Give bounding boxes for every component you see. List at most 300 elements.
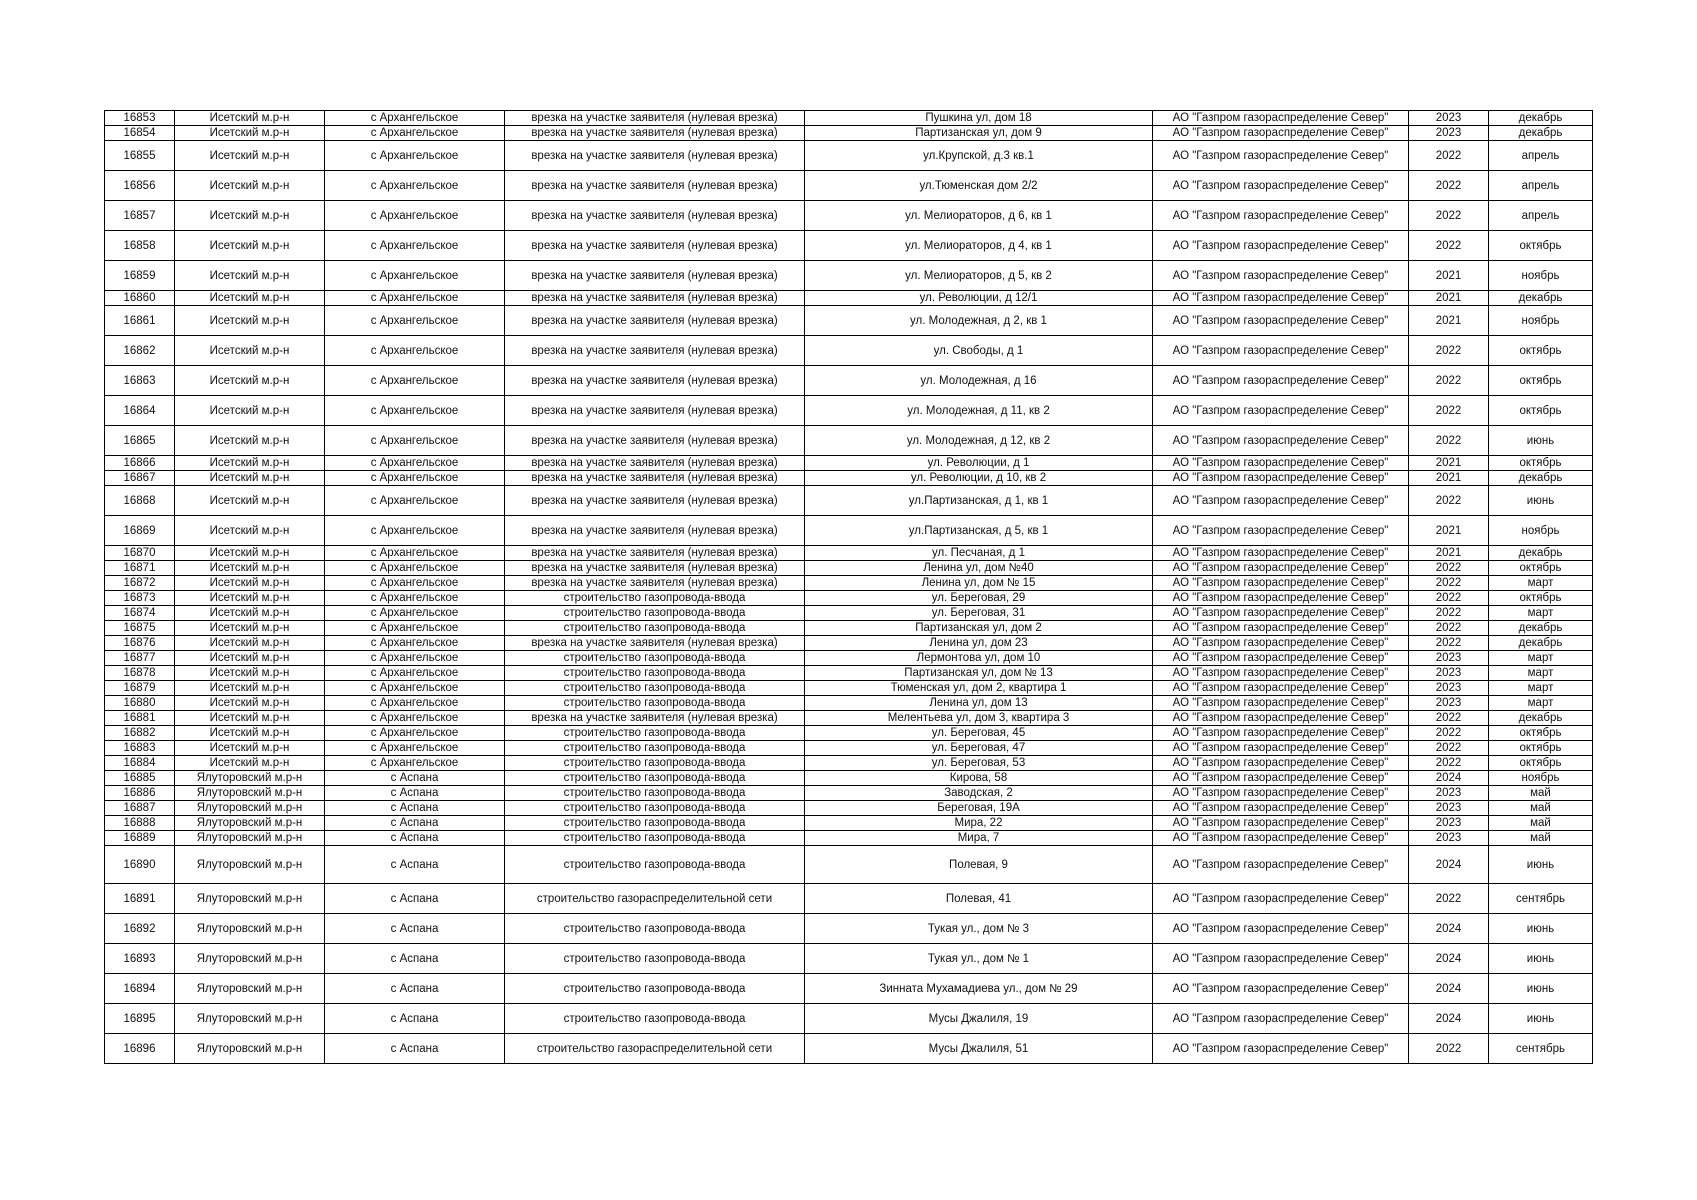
organization-cell: АО "Газпром газораспределение Север" xyxy=(1153,1004,1409,1034)
year-cell: 2021 xyxy=(1409,546,1489,561)
district-cell: Исетский м.р-н xyxy=(175,231,325,261)
year-cell: 2023 xyxy=(1409,816,1489,831)
settlement-cell: с Аспана xyxy=(325,771,505,786)
year-cell: 2024 xyxy=(1409,846,1489,884)
settlement-cell: с Аспана xyxy=(325,914,505,944)
work-type-cell: строительство газопровода-ввода xyxy=(505,816,805,831)
row-number-cell: 16864 xyxy=(105,396,175,426)
month-cell: март xyxy=(1489,681,1593,696)
month-cell: апрель xyxy=(1489,141,1593,171)
table-row xyxy=(105,711,1593,726)
month-cell: ноябрь xyxy=(1489,771,1593,786)
year-cell: 2023 xyxy=(1409,126,1489,141)
settlement-cell: с Архангельское xyxy=(325,141,505,171)
work-type-cell: врезка на участке заявителя (нулевая врезка) xyxy=(505,171,805,201)
address-cell: ул. Береговая, 53 xyxy=(805,756,1153,771)
district-cell: Исетский м.р-н xyxy=(175,516,325,546)
work-type-cell: строительство газопровода-ввода xyxy=(505,801,805,816)
settlement-cell: с Аспана xyxy=(325,944,505,974)
organization-cell: АО "Газпром газораспределение Север" xyxy=(1153,696,1409,711)
address-cell: ул. Мелиораторов, д 5, кв 2 xyxy=(805,261,1153,291)
work-type-cell: строительство газопровода-ввода xyxy=(505,846,805,884)
month-cell: май xyxy=(1489,816,1593,831)
district-cell: Ялуторовский м.р-н xyxy=(175,786,325,801)
work-type-cell: врезка на участке заявителя (нулевая врезка) xyxy=(505,231,805,261)
settlement-cell: с Архангельское xyxy=(325,711,505,726)
table-body xyxy=(105,111,1593,1064)
row-number-cell: 16895 xyxy=(105,1004,175,1034)
district-cell: Исетский м.р-н xyxy=(175,756,325,771)
table-row xyxy=(105,456,1593,471)
district-cell: Исетский м.р-н xyxy=(175,126,325,141)
table-row xyxy=(105,396,1593,426)
settlement-cell: с Архангельское xyxy=(325,261,505,291)
table-row xyxy=(105,561,1593,576)
settlement-cell: с Архангельское xyxy=(325,471,505,486)
address-cell: Полевая, 9 xyxy=(805,846,1153,884)
month-cell: декабрь xyxy=(1489,546,1593,561)
settlement-cell: с Архангельское xyxy=(325,396,505,426)
organization-cell: АО "Газпром газораспределение Север" xyxy=(1153,591,1409,606)
row-number-cell: 16879 xyxy=(105,681,175,696)
row-number-cell: 16856 xyxy=(105,171,175,201)
settlement-cell: с Архангельское xyxy=(325,171,505,201)
settlement-cell: с Аспана xyxy=(325,786,505,801)
row-number-cell: 16869 xyxy=(105,516,175,546)
address-cell: ул. Молодежная, д 12, кв 2 xyxy=(805,426,1153,456)
address-cell: ул. Мелиораторов, д 6, кв 1 xyxy=(805,201,1153,231)
month-cell: сентябрь xyxy=(1489,884,1593,914)
year-cell: 2021 xyxy=(1409,291,1489,306)
row-number-cell: 16883 xyxy=(105,741,175,756)
district-cell: Исетский м.р-н xyxy=(175,471,325,486)
district-cell: Исетский м.р-н xyxy=(175,396,325,426)
address-cell: ул. Береговая, 47 xyxy=(805,741,1153,756)
year-cell: 2024 xyxy=(1409,944,1489,974)
table-row xyxy=(105,846,1593,884)
month-cell: декабрь xyxy=(1489,126,1593,141)
table-row xyxy=(105,591,1593,606)
month-cell: декабрь xyxy=(1489,471,1593,486)
district-cell: Исетский м.р-н xyxy=(175,651,325,666)
year-cell: 2023 xyxy=(1409,786,1489,801)
address-cell: Заводская, 2 xyxy=(805,786,1153,801)
table-row xyxy=(105,126,1593,141)
row-number-cell: 16858 xyxy=(105,231,175,261)
year-cell: 2022 xyxy=(1409,576,1489,591)
work-type-cell: врезка на участке заявителя (нулевая врезка) xyxy=(505,141,805,171)
row-number-cell: 16870 xyxy=(105,546,175,561)
district-cell: Исетский м.р-н xyxy=(175,546,325,561)
settlement-cell: с Архангельское xyxy=(325,336,505,366)
district-cell: Ялуторовский м.р-н xyxy=(175,846,325,884)
work-type-cell: строительство газопровода-ввода xyxy=(505,696,805,711)
month-cell: июнь xyxy=(1489,914,1593,944)
address-cell: ул. Песчаная, д 1 xyxy=(805,546,1153,561)
month-cell: июнь xyxy=(1489,486,1593,516)
district-cell: Исетский м.р-н xyxy=(175,666,325,681)
table-row xyxy=(105,546,1593,561)
address-cell: Мира, 22 xyxy=(805,816,1153,831)
district-cell: Исетский м.р-н xyxy=(175,426,325,456)
table-row xyxy=(105,291,1593,306)
year-cell: 2024 xyxy=(1409,914,1489,944)
work-type-cell: врезка на участке заявителя (нулевая врезка) xyxy=(505,336,805,366)
address-cell: Мусы Джалиля, 19 xyxy=(805,1004,1153,1034)
address-cell: Тукая ул., дом № 3 xyxy=(805,914,1153,944)
month-cell: май xyxy=(1489,831,1593,846)
work-type-cell: врезка на участке заявителя (нулевая врезка) xyxy=(505,426,805,456)
settlement-cell: с Архангельское xyxy=(325,546,505,561)
year-cell: 2024 xyxy=(1409,771,1489,786)
row-number-cell: 16885 xyxy=(105,771,175,786)
organization-cell: АО "Газпром газораспределение Север" xyxy=(1153,681,1409,696)
address-cell: Пушкина ул, дом 18 xyxy=(805,111,1153,126)
organization-cell: АО "Газпром газораспределение Север" xyxy=(1153,546,1409,561)
year-cell: 2022 xyxy=(1409,606,1489,621)
address-cell: Лермонтова ул, дом 10 xyxy=(805,651,1153,666)
address-cell: Ленина ул, дом 13 xyxy=(805,696,1153,711)
year-cell: 2023 xyxy=(1409,111,1489,126)
work-type-cell: строительство газопровода-ввода xyxy=(505,1004,805,1034)
work-type-cell: строительство газопровода-ввода xyxy=(505,974,805,1004)
work-type-cell: врезка на участке заявителя (нулевая врезка) xyxy=(505,711,805,726)
settlement-cell: с Архангельское xyxy=(325,426,505,456)
settlement-cell: с Архангельское xyxy=(325,576,505,591)
organization-cell: АО "Газпром газораспределение Север" xyxy=(1153,801,1409,816)
address-cell: ул. Береговая, 31 xyxy=(805,606,1153,621)
district-cell: Ялуторовский м.р-н xyxy=(175,1034,325,1064)
table-row xyxy=(105,621,1593,636)
address-cell: Полевая, 41 xyxy=(805,884,1153,914)
address-cell: ул. Мелиораторов, д 4, кв 1 xyxy=(805,231,1153,261)
row-number-cell: 16892 xyxy=(105,914,175,944)
address-cell: Зинната Мухамадиева ул., дом № 29 xyxy=(805,974,1153,1004)
year-cell: 2024 xyxy=(1409,974,1489,1004)
address-cell: Ленина ул, дом №40 xyxy=(805,561,1153,576)
district-cell: Исетский м.р-н xyxy=(175,456,325,471)
table-row xyxy=(105,636,1593,651)
year-cell: 2023 xyxy=(1409,831,1489,846)
district-cell: Исетский м.р-н xyxy=(175,141,325,171)
table-row xyxy=(105,111,1593,126)
month-cell: июнь xyxy=(1489,944,1593,974)
table-row xyxy=(105,771,1593,786)
address-cell: Ленина ул, дом 23 xyxy=(805,636,1153,651)
organization-cell: АО "Газпром газораспределение Север" xyxy=(1153,201,1409,231)
settlement-cell: с Архангельское xyxy=(325,696,505,711)
district-cell: Ялуторовский м.р-н xyxy=(175,816,325,831)
address-cell: ул.Тюменская дом 2/2 xyxy=(805,171,1153,201)
year-cell: 2022 xyxy=(1409,231,1489,261)
work-type-cell: строительство газопровода-ввода xyxy=(505,914,805,944)
table-row xyxy=(105,741,1593,756)
organization-cell: АО "Газпром газораспределение Север" xyxy=(1153,606,1409,621)
organization-cell: АО "Газпром газораспределение Север" xyxy=(1153,974,1409,1004)
district-cell: Исетский м.р-н xyxy=(175,636,325,651)
row-number-cell: 16859 xyxy=(105,261,175,291)
address-cell: Мусы Джалиля, 51 xyxy=(805,1034,1153,1064)
district-cell: Исетский м.р-н xyxy=(175,681,325,696)
address-cell: Партизанская ул, дом 9 xyxy=(805,126,1153,141)
row-number-cell: 16875 xyxy=(105,621,175,636)
year-cell: 2022 xyxy=(1409,171,1489,201)
work-type-cell: строительство газопровода-ввода xyxy=(505,591,805,606)
row-number-cell: 16896 xyxy=(105,1034,175,1064)
year-cell: 2022 xyxy=(1409,141,1489,171)
organization-cell: АО "Газпром газораспределение Север" xyxy=(1153,561,1409,576)
district-cell: Исетский м.р-н xyxy=(175,336,325,366)
settlement-cell: с Аспана xyxy=(325,831,505,846)
district-cell: Ялуторовский м.р-н xyxy=(175,974,325,1004)
settlement-cell: с Архангельское xyxy=(325,561,505,576)
work-type-cell: строительство газопровода-ввода xyxy=(505,651,805,666)
organization-cell: АО "Газпром газораспределение Север" xyxy=(1153,831,1409,846)
table-row xyxy=(105,516,1593,546)
year-cell: 2022 xyxy=(1409,726,1489,741)
row-number-cell: 16887 xyxy=(105,801,175,816)
row-number-cell: 16893 xyxy=(105,944,175,974)
table-row xyxy=(105,786,1593,801)
organization-cell: АО "Газпром газораспределение Север" xyxy=(1153,111,1409,126)
district-cell: Исетский м.р-н xyxy=(175,741,325,756)
organization-cell: АО "Газпром газораспределение Север" xyxy=(1153,261,1409,291)
district-cell: Исетский м.р-н xyxy=(175,711,325,726)
organization-cell: АО "Газпром газораспределение Север" xyxy=(1153,231,1409,261)
year-cell: 2022 xyxy=(1409,396,1489,426)
month-cell: октябрь xyxy=(1489,591,1593,606)
organization-cell: АО "Газпром газораспределение Север" xyxy=(1153,126,1409,141)
month-cell: октябрь xyxy=(1489,396,1593,426)
table-row xyxy=(105,831,1593,846)
year-cell: 2023 xyxy=(1409,696,1489,711)
organization-cell: АО "Газпром газораспределение Север" xyxy=(1153,816,1409,831)
row-number-cell: 16862 xyxy=(105,336,175,366)
organization-cell: АО "Газпром газораспределение Север" xyxy=(1153,366,1409,396)
settlement-cell: с Архангельское xyxy=(325,666,505,681)
table-row xyxy=(105,756,1593,771)
work-type-cell: врезка на участке заявителя (нулевая врезка) xyxy=(505,201,805,231)
address-cell: Партизанская ул, дом 2 xyxy=(805,621,1153,636)
year-cell: 2022 xyxy=(1409,711,1489,726)
organization-cell: АО "Газпром газораспределение Север" xyxy=(1153,456,1409,471)
month-cell: июнь xyxy=(1489,846,1593,884)
organization-cell: АО "Газпром газораспределение Север" xyxy=(1153,944,1409,974)
work-type-cell: врезка на участке заявителя (нулевая врезка) xyxy=(505,261,805,291)
month-cell: октябрь xyxy=(1489,741,1593,756)
organization-cell: АО "Газпром газораспределение Север" xyxy=(1153,396,1409,426)
row-number-cell: 16894 xyxy=(105,974,175,1004)
district-cell: Исетский м.р-н xyxy=(175,366,325,396)
table-row xyxy=(105,231,1593,261)
address-cell: Береговая, 19А xyxy=(805,801,1153,816)
settlement-cell: с Архангельское xyxy=(325,456,505,471)
organization-cell: АО "Газпром газораспределение Север" xyxy=(1153,756,1409,771)
month-cell: июнь xyxy=(1489,1004,1593,1034)
row-number-cell: 16880 xyxy=(105,696,175,711)
settlement-cell: с Аспана xyxy=(325,816,505,831)
organization-cell: АО "Газпром газораспределение Север" xyxy=(1153,741,1409,756)
work-type-cell: врезка на участке заявителя (нулевая врезка) xyxy=(505,486,805,516)
address-cell: Кирова, 58 xyxy=(805,771,1153,786)
row-number-cell: 16890 xyxy=(105,846,175,884)
month-cell: ноябрь xyxy=(1489,261,1593,291)
row-number-cell: 16866 xyxy=(105,456,175,471)
address-cell: ул. Свободы, д 1 xyxy=(805,336,1153,366)
settlement-cell: с Архангельское xyxy=(325,516,505,546)
year-cell: 2022 xyxy=(1409,426,1489,456)
row-number-cell: 16857 xyxy=(105,201,175,231)
district-cell: Исетский м.р-н xyxy=(175,606,325,621)
settlement-cell: с Архангельское xyxy=(325,231,505,261)
month-cell: март xyxy=(1489,666,1593,681)
address-cell: ул. Революции, д 1 xyxy=(805,456,1153,471)
row-number-cell: 16891 xyxy=(105,884,175,914)
year-cell: 2022 xyxy=(1409,741,1489,756)
month-cell: ноябрь xyxy=(1489,306,1593,336)
table-row xyxy=(105,801,1593,816)
row-number-cell: 16861 xyxy=(105,306,175,336)
row-number-cell: 16876 xyxy=(105,636,175,651)
organization-cell: АО "Газпром газораспределение Север" xyxy=(1153,786,1409,801)
organization-cell: АО "Газпром газораспределение Север" xyxy=(1153,1034,1409,1064)
month-cell: май xyxy=(1489,801,1593,816)
work-type-cell: врезка на участке заявителя (нулевая врезка) xyxy=(505,366,805,396)
month-cell: июнь xyxy=(1489,974,1593,1004)
settlement-cell: с Архангельское xyxy=(325,756,505,771)
settlement-cell: с Архангельское xyxy=(325,726,505,741)
year-cell: 2022 xyxy=(1409,756,1489,771)
work-type-cell: строительство газопровода-ввода xyxy=(505,786,805,801)
settlement-cell: с Аспана xyxy=(325,974,505,1004)
district-cell: Исетский м.р-н xyxy=(175,261,325,291)
work-type-cell: врезка на участке заявителя (нулевая врезка) xyxy=(505,456,805,471)
month-cell: ноябрь xyxy=(1489,516,1593,546)
settlement-cell: с Архангельское xyxy=(325,591,505,606)
work-type-cell: врезка на участке заявителя (нулевая врезка) xyxy=(505,471,805,486)
address-cell: Ленина ул, дом № 15 xyxy=(805,576,1153,591)
row-number-cell: 16868 xyxy=(105,486,175,516)
address-cell: Тюменская ул, дом 2, квартира 1 xyxy=(805,681,1153,696)
organization-cell: АО "Газпром газораспределение Север" xyxy=(1153,336,1409,366)
district-cell: Ялуторовский м.р-н xyxy=(175,1004,325,1034)
work-type-cell: врезка на участке заявителя (нулевая врезка) xyxy=(505,516,805,546)
month-cell: май xyxy=(1489,786,1593,801)
table-row xyxy=(105,884,1593,914)
year-cell: 2022 xyxy=(1409,366,1489,396)
row-number-cell: 16853 xyxy=(105,111,175,126)
table-row xyxy=(105,944,1593,974)
work-type-cell: строительство газопровода-ввода xyxy=(505,741,805,756)
month-cell: апрель xyxy=(1489,171,1593,201)
work-type-cell: врезка на участке заявителя (нулевая врезка) xyxy=(505,576,805,591)
year-cell: 2022 xyxy=(1409,1034,1489,1064)
table-row xyxy=(105,486,1593,516)
table-row xyxy=(105,366,1593,396)
row-number-cell: 16873 xyxy=(105,591,175,606)
month-cell: октябрь xyxy=(1489,726,1593,741)
work-type-cell: строительство газопровода-ввода xyxy=(505,621,805,636)
settlement-cell: с Аспана xyxy=(325,884,505,914)
district-cell: Исетский м.р-н xyxy=(175,486,325,516)
address-cell: ул. Революции, д 10, кв 2 xyxy=(805,471,1153,486)
district-cell: Исетский м.р-н xyxy=(175,201,325,231)
month-cell: октябрь xyxy=(1489,231,1593,261)
month-cell: сентябрь xyxy=(1489,1034,1593,1064)
district-cell: Ялуторовский м.р-н xyxy=(175,884,325,914)
work-type-cell: врезка на участке заявителя (нулевая врезка) xyxy=(505,306,805,336)
year-cell: 2021 xyxy=(1409,516,1489,546)
row-number-cell: 16860 xyxy=(105,291,175,306)
month-cell: июнь xyxy=(1489,426,1593,456)
work-type-cell: врезка на участке заявителя (нулевая врезка) xyxy=(505,126,805,141)
row-number-cell: 16867 xyxy=(105,471,175,486)
settlement-cell: с Архангельское xyxy=(325,366,505,396)
year-cell: 2022 xyxy=(1409,336,1489,366)
month-cell: декабрь xyxy=(1489,711,1593,726)
district-cell: Исетский м.р-н xyxy=(175,111,325,126)
address-cell: Мира, 7 xyxy=(805,831,1153,846)
row-number-cell: 16877 xyxy=(105,651,175,666)
work-type-cell: строительство газораспределительной сети xyxy=(505,884,805,914)
row-number-cell: 16855 xyxy=(105,141,175,171)
district-cell: Ялуторовский м.р-н xyxy=(175,944,325,974)
table-row xyxy=(105,1034,1593,1064)
address-cell: Партизанская ул, дом № 13 xyxy=(805,666,1153,681)
work-type-cell: строительство газопровода-ввода xyxy=(505,726,805,741)
year-cell: 2022 xyxy=(1409,561,1489,576)
organization-cell: АО "Газпром газораспределение Север" xyxy=(1153,771,1409,786)
organization-cell: АО "Газпром газораспределение Север" xyxy=(1153,426,1409,456)
month-cell: декабрь xyxy=(1489,636,1593,651)
address-cell: ул. Береговая, 29 xyxy=(805,591,1153,606)
organization-cell: АО "Газпром газораспределение Север" xyxy=(1153,711,1409,726)
district-cell: Ялуторовский м.р-н xyxy=(175,914,325,944)
address-cell: ул.Крупской, д.3 кв.1 xyxy=(805,141,1153,171)
year-cell: 2022 xyxy=(1409,486,1489,516)
row-number-cell: 16872 xyxy=(105,576,175,591)
gasification-table xyxy=(104,110,1593,1064)
organization-cell: АО "Газпром газораспределение Север" xyxy=(1153,914,1409,944)
address-cell: ул. Революции, д 12/1 xyxy=(805,291,1153,306)
table-row xyxy=(105,696,1593,711)
table-row xyxy=(105,261,1593,291)
table-row xyxy=(105,666,1593,681)
row-number-cell: 16878 xyxy=(105,666,175,681)
organization-cell: АО "Газпром газораспределение Север" xyxy=(1153,651,1409,666)
year-cell: 2022 xyxy=(1409,636,1489,651)
district-cell: Исетский м.р-н xyxy=(175,561,325,576)
work-type-cell: врезка на участке заявителя (нулевая врезка) xyxy=(505,546,805,561)
organization-cell: АО "Газпром газораспределение Север" xyxy=(1153,291,1409,306)
settlement-cell: с Архангельское xyxy=(325,651,505,666)
settlement-cell: с Архангельское xyxy=(325,606,505,621)
address-cell: Мелентьева ул, дом 3, квартира 3 xyxy=(805,711,1153,726)
district-cell: Исетский м.р-н xyxy=(175,726,325,741)
work-type-cell: врезка на участке заявителя (нулевая врезка) xyxy=(505,111,805,126)
settlement-cell: с Архангельское xyxy=(325,306,505,336)
year-cell: 2023 xyxy=(1409,801,1489,816)
row-number-cell: 16886 xyxy=(105,786,175,801)
district-cell: Ялуторовский м.р-н xyxy=(175,831,325,846)
organization-cell: АО "Газпром газораспределение Север" xyxy=(1153,666,1409,681)
table-row xyxy=(105,471,1593,486)
month-cell: март xyxy=(1489,651,1593,666)
month-cell: октябрь xyxy=(1489,336,1593,366)
row-number-cell: 16854 xyxy=(105,126,175,141)
row-number-cell: 16881 xyxy=(105,711,175,726)
settlement-cell: с Архангельское xyxy=(325,201,505,231)
